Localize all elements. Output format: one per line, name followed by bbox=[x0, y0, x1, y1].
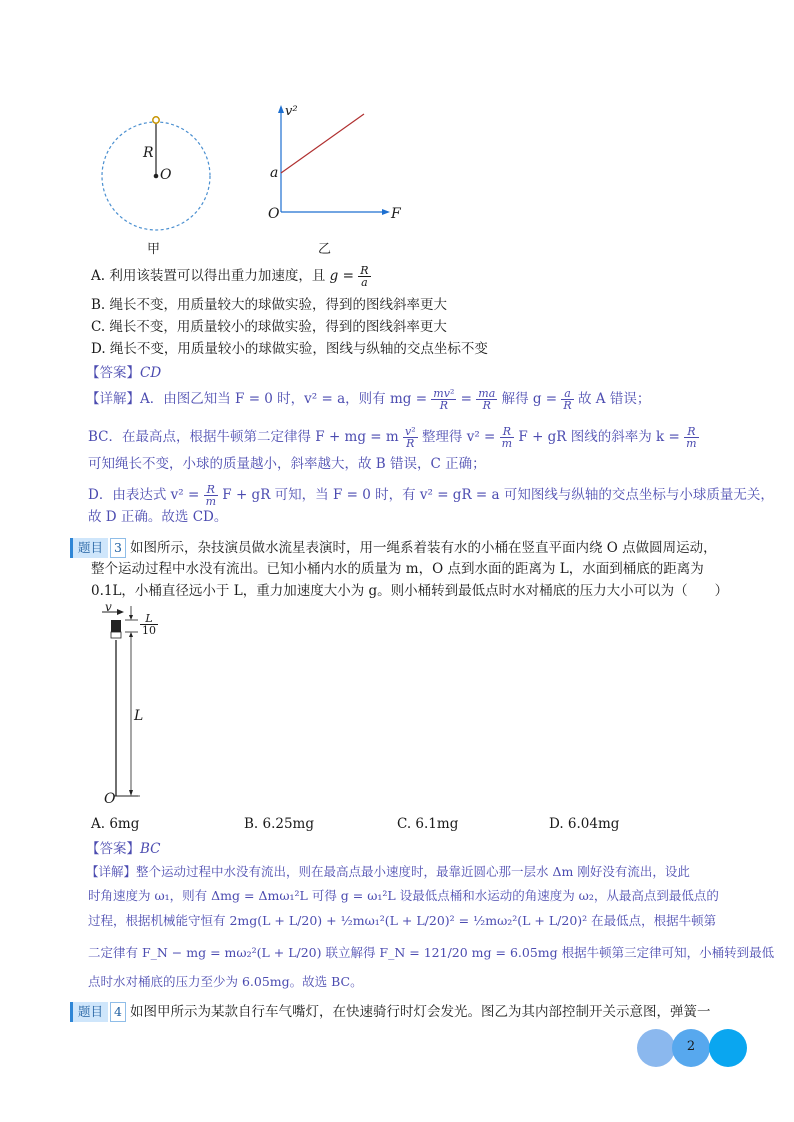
figure1-label-R: R bbox=[143, 145, 154, 161]
figure2-label-O: O bbox=[268, 206, 280, 222]
figure-graph bbox=[262, 100, 402, 230]
figure1-caption: 甲 bbox=[147, 242, 161, 257]
q2-detail-line4: D．由表达式 v² = $\frac{R}{m}$ F + gR 可知，当 F = 0 时，有 v² = gR = a 可知图线与纵轴的交点坐标与小球质量无关， bbox=[88, 483, 774, 508]
q2-option-c: C. 绳长不变，用质量较小的球做实验，得到的图线斜率更大 bbox=[91, 319, 447, 335]
q3-detail-line5: 点时水对桶底的压力至少为 6.05mg。故选 BC。 bbox=[88, 974, 363, 989]
q3-num: 3 bbox=[110, 538, 126, 558]
q2-option-d: D. 绳长不变，用质量较小的球做实验，图线与纵轴的交点坐标不变 bbox=[91, 341, 488, 357]
q4-line1: 题目 4 如图甲所示为某款自行车气嘴灯，在快速骑行时灯会发光。图乙为其内部控制开关示意图，弹簧一 bbox=[70, 1002, 710, 1022]
q3-line2: 整个运动过程中水没有流出。已知小桶内水的质量为 m，O 点到水面的距离为 L，水面到桶底的距离为 bbox=[91, 561, 704, 577]
q3-line1: 题目 3 如图所示，杂技演员做水流星表演时，用一绳系着装有水的小桶在竖直平面内绕 O 点做圆周运动， bbox=[70, 538, 717, 558]
q4-num: 4 bbox=[110, 1002, 126, 1022]
q3-option-a: A. 6mg bbox=[91, 816, 140, 832]
figure1-label-O: O bbox=[160, 167, 172, 183]
page-number: 2 bbox=[686, 1039, 696, 1054]
figure2-caption: 乙 bbox=[318, 242, 332, 257]
q2-detail-line3: 可知绳长不变，小球的质量越小，斜率越大，故 B 错误，C 正确； bbox=[88, 456, 486, 472]
q2-detail-line1: 【详解】A．由图乙知当 F = 0 时，v² = a，则有 mg = $\frac{\text{mv²}}{R}$ = $\frac{ma}{R}$ 解得 g = $\frac{a}{R}$ 故 A 错误； bbox=[86, 387, 651, 412]
figure3-label-O: O bbox=[104, 791, 116, 807]
q3-detail-line2: 时角速度为 ω₁，则有 Δmg = Δmω₁²L 可得 g = ω₁²L 设最低点桶和水运动的角速度为 ω₂，从最高点到最低点的 bbox=[88, 888, 719, 903]
q3-detail-line3: 过程，根据机械能守恒有 2mg(L + L/20) + ½mω₁²(L + L/20)² = ½mω₂²(L + L/20)² 在最低点，根据牛顿第 bbox=[88, 913, 717, 928]
figure-circle bbox=[95, 110, 220, 250]
q2-option-a: A. 利用该装置可以得出重力加速度，且 g = $\frac{R}{a}$ bbox=[91, 264, 369, 289]
q4-tag: 题目 bbox=[70, 1002, 108, 1022]
figure3-label-v: v bbox=[105, 600, 112, 614]
q2-detail-line2: BC．在最高点，根据牛顿第二定律得 F + mg = m $\frac{\text{v²}}{R}$ 整理得 v² = $\frac{R}{m}$ F + gR 图线的斜率为 k = $\frac{R}{m}$ bbox=[88, 425, 697, 450]
figure3-label-L: L bbox=[134, 708, 144, 724]
q3-detail-line1: 【详解】整个运动过程中水没有流出，则在最高点最小速度时，最靠近圆心那一层水 Δm 刚好没有流出，设此 bbox=[86, 864, 690, 879]
q2-detail-line5: 故 D 正确。故选 CD。 bbox=[88, 509, 228, 525]
q3-option-c: C. 6.1mg bbox=[397, 816, 459, 832]
q3-option-b: B. 6.25mg bbox=[244, 816, 315, 832]
q2-answer: 【答案】CD bbox=[86, 365, 162, 381]
q3-tag: 题目 bbox=[70, 538, 108, 558]
figure2-label-v2: v² bbox=[285, 104, 298, 119]
figure3-label-L10: $\frac{L}{10}$ bbox=[142, 612, 156, 637]
q3-answer: 【答案】BC bbox=[86, 841, 161, 857]
q3-detail-line4: 二定律有 F_N − mg = mω₂²(L + L/20) 联立解得 F_N = 121/20 mg = 6.05mg 根据牛顿第三定律可知，小桶转到最低 bbox=[88, 945, 775, 960]
figure2-label-F: F bbox=[391, 206, 401, 222]
q3-option-d: D. 6.04mg bbox=[549, 816, 620, 832]
q3-line3: 0.1L，小桶直径远小于 L，重力加速度大小为 g。则小桶转到最低点时水对桶底的压力大小可以为（ ） bbox=[91, 583, 729, 599]
q2-option-b: B. 绳长不变，用质量较大的球做实验，得到的图线斜率更大 bbox=[91, 297, 448, 313]
figure2-label-a: a bbox=[270, 165, 279, 181]
